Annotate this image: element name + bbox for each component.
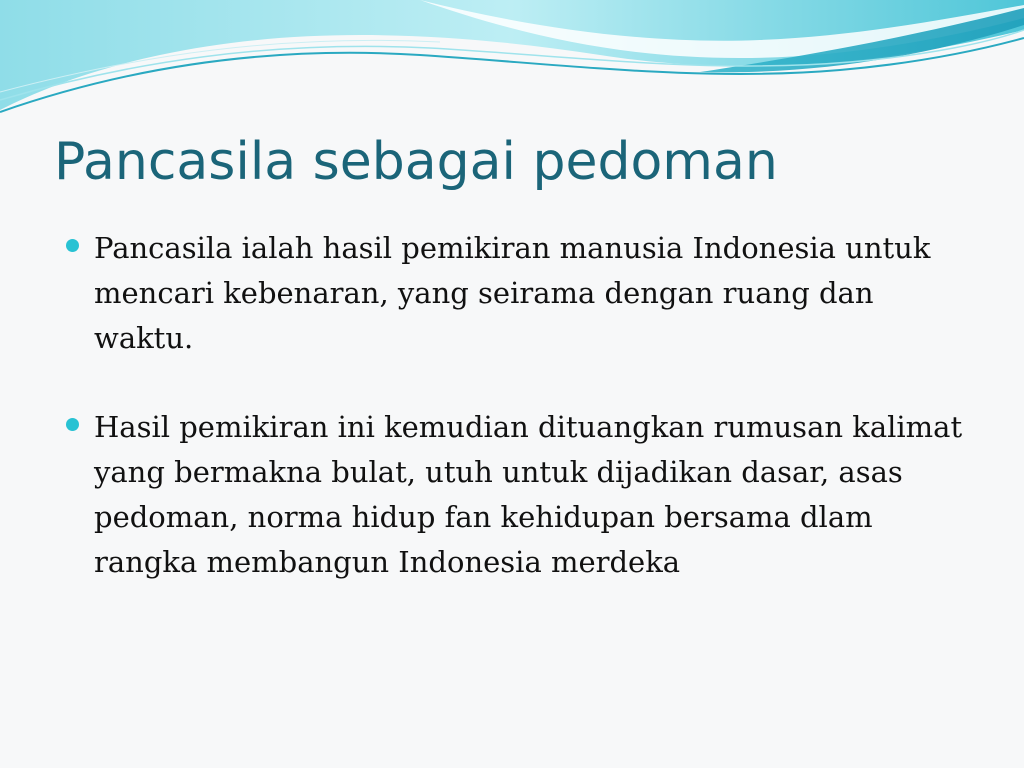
bullet-marker-icon bbox=[66, 239, 79, 252]
decorative-wave-header bbox=[0, 0, 1024, 130]
bullet-marker-icon bbox=[66, 418, 79, 431]
slide-title: Pancasila sebagai pedoman bbox=[54, 132, 778, 192]
bullet-item bbox=[60, 226, 980, 361]
bullet-text: Pancasila ialah hasil pemikiran manusia Indonesia untuk mencari kebenaran, yang seirama dengan ruang dan waktu. bbox=[94, 231, 931, 355]
bullet-item bbox=[60, 405, 980, 585]
bullet-list bbox=[60, 226, 980, 585]
bullet-text: Hasil pemikiran ini kemudian dituangkan rumusan kalimat yang bermakna bulat, utuh untuk dijadikan dasar, asas pedoman, norma hidup fan kehidupan bersama dlam rangka membangun Indonesia merdeka bbox=[94, 410, 963, 579]
